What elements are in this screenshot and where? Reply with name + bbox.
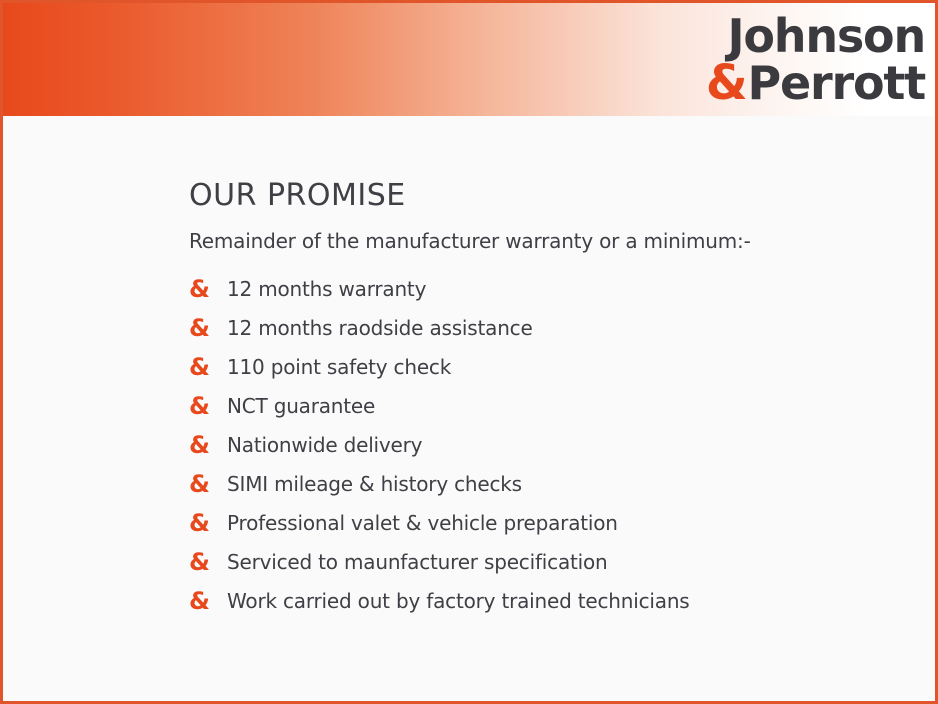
- list-item-label: 12 months warranty: [227, 277, 427, 301]
- ampersand-bullet-icon: &: [189, 548, 210, 576]
- ampersand-bullet-icon: &: [189, 275, 210, 303]
- logo-johnson-text: Johnson: [727, 8, 925, 63]
- list-item: [189, 355, 909, 380]
- list-item: [189, 589, 909, 614]
- list-item-label: Nationwide delivery: [227, 433, 423, 457]
- logo-perrott-text: Perrott: [747, 55, 925, 110]
- ampersand-bullet-icon: &: [189, 392, 210, 420]
- list-item-label: 12 months raodside assistance: [227, 316, 533, 340]
- logo-perrott-line: [705, 54, 925, 111]
- content-sheet: [3, 116, 938, 704]
- page-title: OUR PROMISE: [189, 178, 406, 213]
- ampersand-bullet-icon: &: [189, 353, 210, 381]
- list-item: [189, 511, 909, 536]
- list-item: [189, 394, 909, 419]
- list-item-label: 110 point safety check: [227, 355, 452, 379]
- list-item-label: Professional valet & vehicle preparation: [227, 511, 618, 535]
- ampersand-bullet-icon: &: [189, 314, 210, 342]
- ampersand-icon: &: [705, 54, 747, 111]
- ampersand-bullet-icon: &: [189, 431, 210, 459]
- list-item: [189, 316, 909, 341]
- list-item-label: NCT guarantee: [227, 394, 376, 418]
- list-item: [189, 277, 909, 302]
- ampersand-bullet-icon: &: [189, 509, 210, 537]
- list-item: [189, 472, 909, 497]
- list-item: [189, 433, 909, 458]
- page-subtitle: Remainder of the manufacturer warranty or a minimum:-: [189, 229, 751, 253]
- list-item: [189, 550, 909, 575]
- promise-content: [189, 178, 909, 628]
- header-gradient-band: [3, 3, 938, 116]
- brand-logo: [421, 3, 938, 116]
- list-item-label: Work carried out by factory trained technicians: [227, 589, 690, 613]
- ampersand-bullet-icon: &: [189, 587, 210, 615]
- ampersand-bullet-icon: &: [189, 470, 210, 498]
- list-item-label: Serviced to maunfacturer specification: [227, 550, 608, 574]
- list-item-label: SIMI mileage & history checks: [227, 472, 522, 496]
- promise-list: [189, 277, 909, 614]
